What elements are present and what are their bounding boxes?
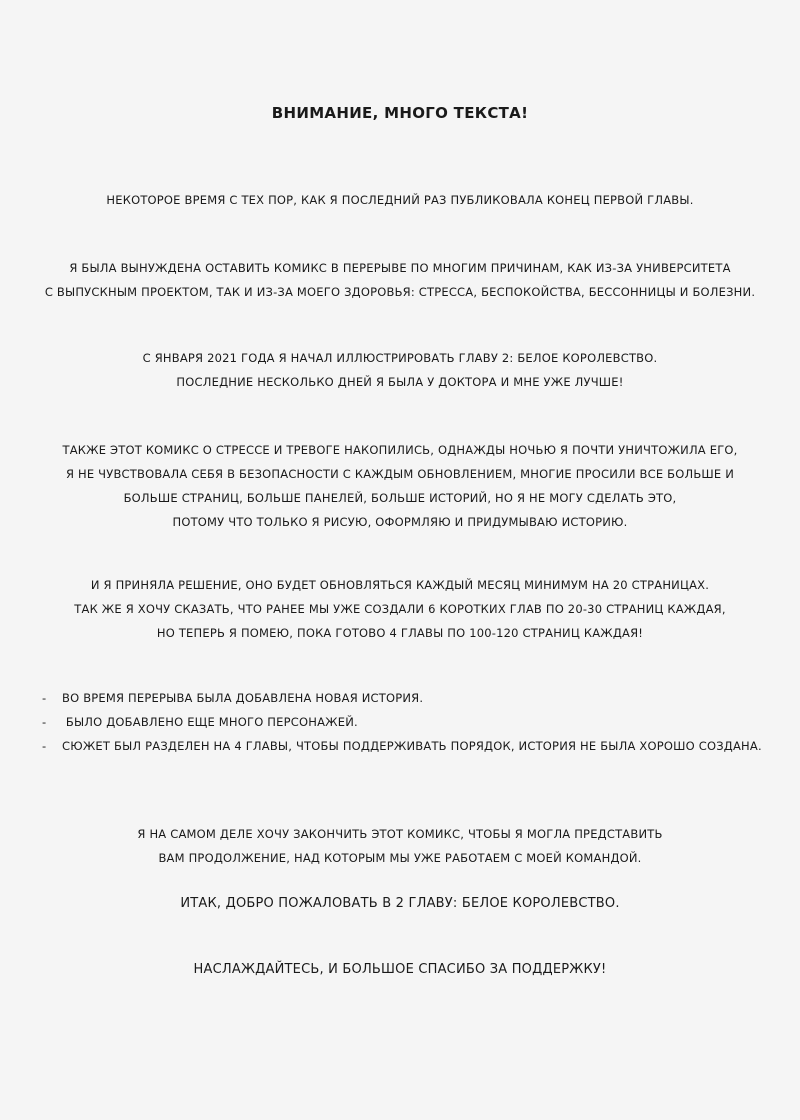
text-line: Я НЕ ЧУВСТВОВАЛА СЕБЯ В БЕЗОПАСНОСТИ С КАЖДЫМ ОБНОВЛЕНИЕМ, МНОГИЕ ПРОСИЛИ ВСЕ БОЛЬШЕ И [65, 467, 735, 481]
bullet-dash: - [42, 715, 47, 729]
bullet-dash: - [42, 739, 47, 753]
text-line: НЕКОТОРОЕ ВРЕМЯ С ТЕХ ПОР, КАК Я ПОСЛЕДНИЙ РАЗ ПУБЛИКОВАЛА КОНЕЦ ПЕРВОЙ ГЛАВЫ. [106, 193, 694, 207]
welcome-line [0, 892, 800, 916]
text-line: Я НА САМОМ ДЕЛЕ ХОЧУ ЗАКОНЧИТЬ ЭТОТ КОМИКС, ЧТОБЫ Я МОГЛА ПРЕДСТАВИТЬ [137, 827, 663, 841]
text-line: ВАМ ПРОДОЛЖЕНИЕ, НАД КОТОРЫМ МЫ УЖЕ РАБОТАЕМ С МОЕЙ КОМАНДОЙ. [158, 851, 642, 865]
paragraph-closing [0, 822, 800, 870]
text-line: НАСЛАЖДАЙТЕСЬ, И БОЛЬШОЕ СПАСИБО ЗА ПОДДЕРЖКУ! [193, 962, 607, 977]
paragraph-intro [0, 188, 800, 212]
paragraph-stress [0, 438, 800, 534]
text-line: БОЛЬШЕ СТРАНИЦ, БОЛЬШЕ ПАНЕЛЕЙ, БОЛЬШЕ ИСТОРИЙ, НО Я НЕ МОГУ СДЕЛАТЬ ЭТО, [123, 491, 677, 505]
text-line: ТАК ЖЕ Я ХОЧУ СКАЗАТЬ, ЧТО РАНЕЕ МЫ УЖЕ СОЗДАЛИ 6 КОРОТКИХ ГЛАВ ПО 20-30 СТРАНИЦ КАЖДАЯ, [74, 602, 726, 616]
list-item [42, 686, 782, 710]
text-line: ПОСЛЕДНИЕ НЕСКОЛЬКО ДНЕЙ Я БЫЛА У ДОКТОРА И МНЕ УЖЕ ЛУЧШЕ! [176, 375, 624, 389]
list-item [42, 710, 782, 734]
changes-list [42, 686, 782, 758]
page-title: ВНИМАНИЕ, МНОГО ТЕКСТА! [271, 104, 529, 122]
thanks-line [0, 958, 800, 982]
bullet-dash: - [42, 691, 47, 705]
list-item [42, 734, 782, 758]
text-line: ИТАК, ДОБРО ПОЖАЛОВАТЬ В 2 ГЛАВУ: БЕЛОЕ КОРОЛЕВСТВО. [180, 896, 620, 911]
text-line: ТАКЖЕ ЭТОТ КОМИКС О СТРЕССЕ И ТРЕВОГЕ НАКОПИЛИСЬ, ОДНАЖДЫ НОЧЬЮ Я ПОЧТИ УНИЧТОЖИЛА ЕГО, [62, 443, 738, 457]
text-line: С ЯНВАРЯ 2021 ГОДА Я НАЧАЛ ИЛЛЮСТРИРОВАТЬ ГЛАВУ 2: БЕЛОЕ КОРОЛЕВСТВО. [142, 351, 658, 365]
paragraph-break-reason [0, 256, 800, 304]
list-item-text: ВО ВРЕМЯ ПЕРЕРЫВА БЫЛА ДОБАВЛЕНА НОВАЯ ИСТОРИЯ. [62, 691, 424, 705]
text-line: С ВЫПУСКНЫМ ПРОЕКТОМ, ТАК И ИЗ-ЗА МОЕГО ЗДОРОВЬЯ: СТРЕССА, БЕСПОКОЙСТВА, БЕССОННИЦЫ И БОЛЕЗНИ. [44, 285, 756, 299]
list-item-text: СЮЖЕТ БЫЛ РАЗДЕЛЕН НА 4 ГЛАВЫ, ЧТОБЫ ПОДДЕРЖИВАТЬ ПОРЯДОК, ИСТОРИЯ НЕ БЫЛА ХОРОШО СОЗДАНА. [62, 739, 762, 753]
text-line: И Я ПРИНЯЛА РЕШЕНИЕ, ОНО БУДЕТ ОБНОВЛЯТЬСЯ КАЖДЫЙ МЕСЯЦ МИНИМУМ НА 20 СТРАНИЦАХ. [90, 578, 710, 592]
list-item-text: БЫЛО ДОБАВЛЕНО ЕЩЕ МНОГО ПЕРСОНАЖЕЙ. [62, 715, 358, 729]
paragraph-chapter-start [0, 346, 800, 394]
text-line: НО ТЕПЕРЬ Я ПОМЕЮ, ПОКА ГОТОВО 4 ГЛАВЫ ПО 100-120 СТРАНИЦ КАЖДАЯ! [156, 626, 644, 640]
text-line: Я БЫЛА ВЫНУЖДЕНА ОСТАВИТЬ КОМИКС В ПЕРЕРЫВЕ ПО МНОГИМ ПРИЧИНАМ, КАК ИЗ-ЗА УНИВЕРСИТЕТА [69, 261, 731, 275]
text-line: ПОТОМУ ЧТО ТОЛЬКО Я РИСУЮ, ОФОРМЛЯЮ И ПРИДУМЫВАЮ ИСТОРИЮ. [172, 515, 628, 529]
paragraph-schedule [0, 573, 800, 645]
